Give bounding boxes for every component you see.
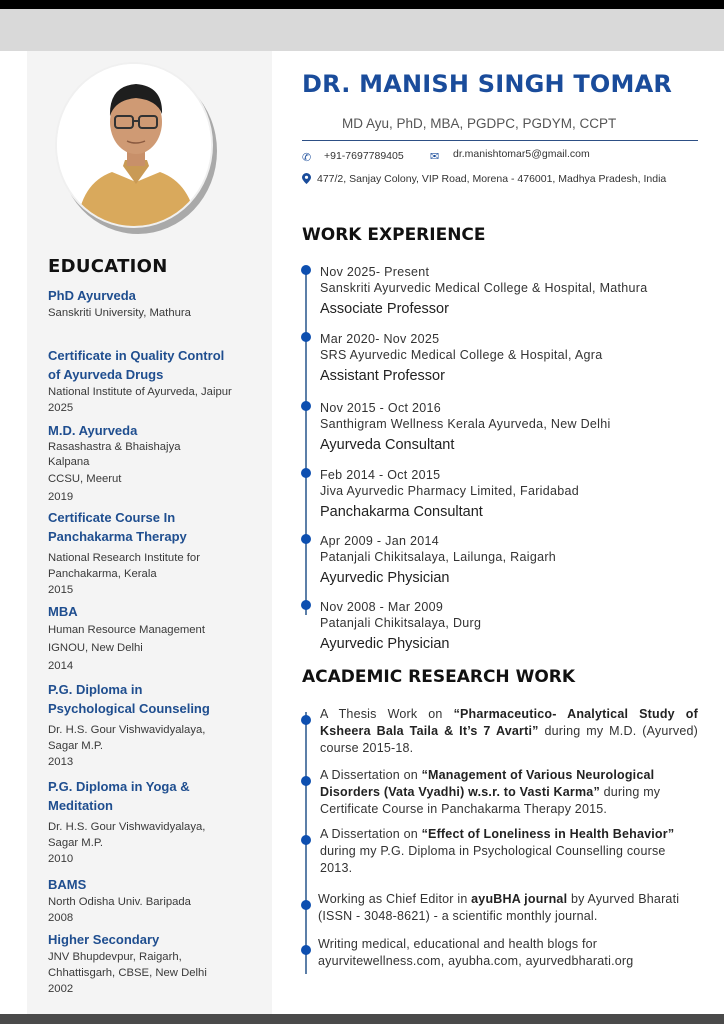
education-degree: BAMS: [48, 877, 87, 892]
education-degree: P.G. Diploma in Yoga &: [48, 779, 190, 794]
timeline-dot: [301, 600, 311, 610]
research-title: “Pharmaceutico- Analytical Study of Ksheera Bala Taila & It’s 7 Avarti”: [320, 707, 699, 738]
education-detail: Kalpana: [48, 456, 90, 468]
education-degree: MBA: [48, 604, 78, 619]
education-degree: Panchakarma Therapy: [48, 529, 187, 544]
person-illustration: [57, 64, 213, 228]
header-divider: [302, 140, 698, 141]
top-band: [0, 9, 724, 51]
work-org: Patanjali Chikitsalaya, Lailunga, Raigarh: [320, 550, 557, 564]
education-detail: Sagar M.P.: [48, 740, 104, 752]
bottom-border: [0, 1014, 724, 1024]
work-org: SRS Ayurvedic Medical College & Hospital, Agra: [320, 348, 603, 362]
education-item: [48, 346, 268, 416]
research-title: “Management of Various Neurological Disorders (Vata Vyadhi) w.s.r. to Vasti Karma”: [320, 768, 655, 799]
education-item: [48, 508, 268, 598]
profile-photo: [55, 62, 213, 234]
education-item: [48, 875, 268, 926]
education-item: [48, 777, 268, 867]
work-date: Mar 2020- Nov 2025: [320, 332, 440, 346]
work-org: Sanskriti Ayurvedic Medical College & Hospital, Mathura: [320, 281, 648, 295]
education-detail: Human Resource Management: [48, 624, 205, 636]
work-role: Panchakarma Consultant: [320, 504, 483, 520]
email-address: dr.manishtomar5@gmail.com: [453, 148, 590, 160]
research-dot: [301, 945, 311, 955]
education-degree: Certificate in Quality Control: [48, 348, 225, 363]
education-degree: Certificate Course In: [48, 510, 176, 525]
education-item: [48, 421, 268, 506]
education-detail: Panchakarma, Kerala: [48, 568, 157, 580]
timeline-dot: [301, 468, 311, 478]
research-text: Writing medical, educational and health blogs for ayurvitewellness.com, ayubha.com, ayurvedbharati.org: [318, 937, 634, 968]
education-detail: Dr. H.S. Gour Vishwavidyalaya,: [48, 724, 206, 736]
work-org: Patanjali Chikitsalaya, Durg: [320, 616, 482, 630]
education-degree: P.G. Diploma in: [48, 682, 143, 697]
research-text: A Dissertation on: [320, 768, 422, 782]
work-date: Nov 2025- Present: [320, 265, 430, 279]
education-item: [48, 680, 268, 770]
education-item: [48, 602, 268, 675]
work-role: Assistant Professor: [320, 368, 445, 384]
education-detail: Chhattisgarh, CBSE, New Delhi: [48, 967, 207, 979]
research-dot: [301, 835, 311, 845]
education-degree: Higher Secondary: [48, 932, 160, 947]
top-border: [0, 0, 724, 9]
education-detail: 2010: [48, 853, 74, 865]
work-org: Santhigram Wellness Kerala Ayurveda, New Delhi: [320, 417, 611, 431]
research-title: “Effect of Loneliness in Health Behavior”: [421, 827, 675, 841]
education-heading: EDUCATION: [48, 256, 168, 277]
timeline-dot: [301, 265, 311, 275]
research-text-end: during my P.G. Diploma in Psychological Counselling course 2013.: [320, 844, 666, 875]
work-item: [320, 331, 700, 387]
work-role: Ayurvedic Physician: [320, 636, 450, 652]
research-item: [318, 891, 696, 925]
address: 477/2, Sanjay Colony, VIP Road, Morena - 476001, Madhya Pradesh, India: [317, 173, 667, 185]
education-detail: JNV Bhupdevpur, Raigarh,: [48, 951, 182, 963]
education-detail: 2008: [48, 912, 74, 924]
research-dot: [301, 715, 311, 725]
work-timeline-line: [305, 270, 307, 615]
research-text: A Thesis Work on: [320, 707, 454, 721]
education-item: [48, 930, 268, 997]
work-item: [320, 533, 700, 589]
research-dot: [301, 900, 311, 910]
education-detail: 2002: [48, 983, 74, 995]
education-detail: North Odisha Univ. Baripada: [48, 896, 191, 908]
education-degree: M.D. Ayurveda: [48, 423, 138, 438]
education-detail: National Institute of Ayurveda, Jaipur: [48, 386, 232, 398]
work-role: Ayurveda Consultant: [320, 437, 455, 453]
education-detail: IGNOU, New Delhi: [48, 642, 143, 654]
work-item: [320, 599, 700, 655]
work-org: Jiva Ayurvedic Pharmacy Limited, Faridabad: [320, 484, 580, 498]
research-text-end: during my M.D. (Ayurved) course 2015-18.: [320, 724, 698, 755]
education-degree: Psychological Counseling: [48, 701, 210, 716]
research-title: ayuBHA journal: [471, 892, 568, 906]
work-experience-heading: WORK EXPERIENCE: [302, 225, 486, 245]
work-item: [320, 400, 700, 456]
research-text-end: by Ayurved Bharati (ISSN - 3048-8621) - a scientific monthly journal.: [318, 892, 680, 923]
work-item: [320, 264, 700, 320]
qualifications: MD Ayu, PhD, MBA, PGDPC, PGDYM, CCPT: [342, 116, 617, 131]
research-item: [318, 936, 696, 970]
work-role: Ayurvedic Physician: [320, 570, 450, 586]
timeline-dot: [301, 332, 311, 342]
education-degree: PhD Ayurveda: [48, 288, 136, 303]
research-heading: ACADEMIC RESEARCH WORK: [302, 667, 576, 687]
work-date: Feb 2014 - Oct 2015: [320, 468, 441, 482]
education-detail: 2015: [48, 584, 74, 596]
education-detail: 2014: [48, 660, 74, 672]
work-date: Apr 2009 - Jan 2014: [320, 534, 439, 548]
education-detail: Sanskriti University, Mathura: [48, 307, 191, 319]
research-dot: [301, 776, 311, 786]
education-detail: Sagar M.P.: [48, 837, 104, 849]
research-item: [320, 706, 698, 757]
education-detail: 2019: [48, 491, 74, 503]
timeline-dot: [301, 401, 311, 411]
research-text: Working as Chief Editor in: [318, 892, 472, 906]
research-item: [320, 767, 698, 818]
timeline-dot: [301, 534, 311, 544]
phone-number: +91-7697789405: [324, 150, 404, 162]
work-date: Nov 2008 - Mar 2009: [320, 600, 444, 614]
work-date: Nov 2015 - Oct 2016: [320, 401, 442, 415]
phone-icon: ✆: [302, 151, 312, 164]
education-detail: CCSU, Meerut: [48, 473, 122, 485]
education-detail: National Research Institute for: [48, 552, 200, 564]
location-pin-icon: [302, 173, 311, 187]
avatar: [55, 62, 213, 228]
envelope-icon: ✉: [430, 150, 440, 163]
education-degree: Meditation: [48, 798, 113, 813]
education-item: [48, 286, 268, 321]
education-detail: Dr. H.S. Gour Vishwavidyalaya,: [48, 821, 206, 833]
research-text: A Dissertation on: [320, 827, 422, 841]
work-item: [320, 467, 700, 523]
education-detail: 2025: [48, 402, 74, 414]
research-item: [320, 826, 698, 877]
work-role: Associate Professor: [320, 301, 449, 317]
research-text-end: during my Certificate Course in Panchakarma Therapy 2015.: [320, 785, 661, 816]
education-detail: Rasashastra & Bhaishajya: [48, 441, 181, 453]
education-degree: of Ayurveda Drugs: [48, 367, 164, 382]
education-detail: 2013: [48, 756, 74, 768]
candidate-name: DR. MANISH SINGH TOMAR: [302, 70, 673, 98]
